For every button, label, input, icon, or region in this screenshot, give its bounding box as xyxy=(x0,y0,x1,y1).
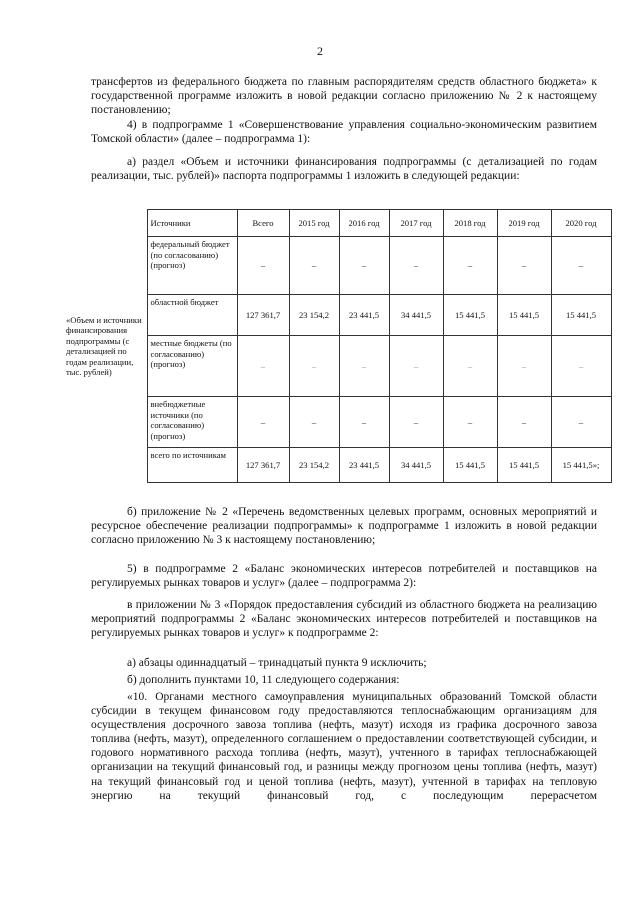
paragraph-subprogram-1: 4) в подпрограмме 1 «Совершенствование управления социально-экономическим развитием Томской области» (далее – подпрограмма 1): xyxy=(91,119,597,146)
source-cell: всего по источникам xyxy=(147,448,237,483)
source-cell: областной бюджет xyxy=(147,295,237,336)
value-cell: – xyxy=(389,237,443,295)
value-cell: 15 441,5 xyxy=(497,295,551,336)
header-cell: 2016 год xyxy=(339,210,389,237)
row-label: «Объем и источники финансирования подпрограммы (с детализацией по годам реализации, тыс. рублей) xyxy=(66,314,142,377)
value-cell: – xyxy=(551,237,611,295)
paragraph-item-b: б) дополнить пунктами 10, 11 следующего содержания: xyxy=(127,674,400,686)
source-cell: внебюджетные источники (по согласованию) (прогноз) xyxy=(147,397,237,448)
paragraph-appendix-3: в приложении № 3 «Порядок предоставления субсидий из областного бюджета на реализацию мероприятий подпрограммы 2 «Баланс экономических интересов потребителей и поставщиков на регулируемых рынках товаров и услуг» к подпрограмме 2: xyxy=(91,599,597,640)
value-cell: – xyxy=(551,336,611,397)
value-cell: – xyxy=(289,397,339,448)
value-cell: 23 154,2 xyxy=(289,448,339,483)
paragraph-transfers: трансфертов из федерального бюджета по главным распорядителям средств областного бюджета» к государственной программе изложить в новой редакции согласно приложению № 2 к настоящему постановлению; xyxy=(91,76,597,117)
value-cell: 15 441,5 xyxy=(551,295,611,336)
value-cell: – xyxy=(497,397,551,448)
source-cell: федеральный бюджет (по согласованию) (прогноз) xyxy=(147,237,237,295)
value-cell: – xyxy=(339,336,389,397)
value-cell: – xyxy=(339,237,389,295)
value-cell: 15 441,5 xyxy=(497,448,551,483)
value-cell: 23 154,2 xyxy=(289,295,339,336)
value-cell: – xyxy=(443,336,497,397)
value-cell: – xyxy=(289,336,339,397)
source-cell: местные бюджеты (по согласованию) (прогноз) xyxy=(147,336,237,397)
page-number: 2 xyxy=(317,44,323,58)
value-cell: – xyxy=(339,397,389,448)
value-cell: – xyxy=(237,336,289,397)
paragraph-clause-10: «10. Органами местного самоуправления муниципальных образований Томской области субсидии в текущем финансовом году предоставляются теплоснабжающим организациям для осуществления досрочного завоза топлива (нефть, мазут) исходя из графика досрочного завоза топлива (нефть, мазут), определенного соглашением о предоставлении соответствующей субсидии, и годового нормативного расхода топлива (нефть, мазут), учтенного в тарифах теплоснабжающей организации на текущий финансовый год, и разницы между прогнозом цены топлива (нефть, мазут) на текущий финансовый год и ценой топлива (нефть, мазут), учтенной в тарифах на тепловую энергию на текущий финансовый год, с последующим перерасчетом xyxy=(91,691,597,802)
value-cell: – xyxy=(237,397,289,448)
value-cell: – xyxy=(289,237,339,295)
paragraph-appendix-2: б) приложение № 2 «Перечень ведомственных целевых программ, основных мероприятий и ресурсное обеспечение реализации подпрограммы» к подпрограмме 1 изложить в новой редакции согласно приложению № 3 к настоящему постановлению; xyxy=(91,506,597,547)
value-cell: 15 441,5 xyxy=(443,448,497,483)
value-cell: 23 441,5 xyxy=(339,448,389,483)
value-cell: 127 361,7 xyxy=(237,295,289,336)
value-cell: – xyxy=(443,397,497,448)
value-cell: – xyxy=(551,397,611,448)
value-cell: – xyxy=(443,237,497,295)
header-cell: 2019 год xyxy=(497,210,551,237)
header-cell: 2015 год xyxy=(289,210,339,237)
value-cell: 34 441,5 xyxy=(389,295,443,336)
value-cell: – xyxy=(497,336,551,397)
value-cell: – xyxy=(237,237,289,295)
header-cell: 2018 год xyxy=(443,210,497,237)
paragraph-subprogram-2: 5) в подпрограмме 2 «Баланс экономических интересов потребителей и поставщиков на регулируемых рынках товаров и услуг» (далее – подпрограмма 2): xyxy=(91,563,597,590)
value-cell: 34 441,5 xyxy=(389,448,443,483)
header-cell: 2020 год xyxy=(551,210,611,237)
value-cell: – xyxy=(389,397,443,448)
header-cell: Всего xyxy=(237,210,289,237)
financing-table xyxy=(63,209,612,483)
paragraph-item-a: а) абзацы одиннадцатый – тринадцатый пункта 9 исключить; xyxy=(127,657,427,669)
paragraph-section-a: а) раздел «Объем и источники финансирования подпрограммы (с детализацией по годам реализации, тыс. рублей)» паспорта подпрограммы 1 изложить в следующей редакции: xyxy=(91,156,597,183)
value-cell: 127 361,7 xyxy=(237,448,289,483)
header-cell: Источники xyxy=(147,210,237,237)
value-cell: 15 441,5»; xyxy=(551,448,611,483)
value-cell: – xyxy=(389,336,443,397)
table-header-row xyxy=(63,210,611,237)
value-cell: 15 441,5 xyxy=(443,295,497,336)
value-cell: – xyxy=(497,237,551,295)
value-cell: 23 441,5 xyxy=(339,295,389,336)
header-cell: 2017 год xyxy=(389,210,443,237)
